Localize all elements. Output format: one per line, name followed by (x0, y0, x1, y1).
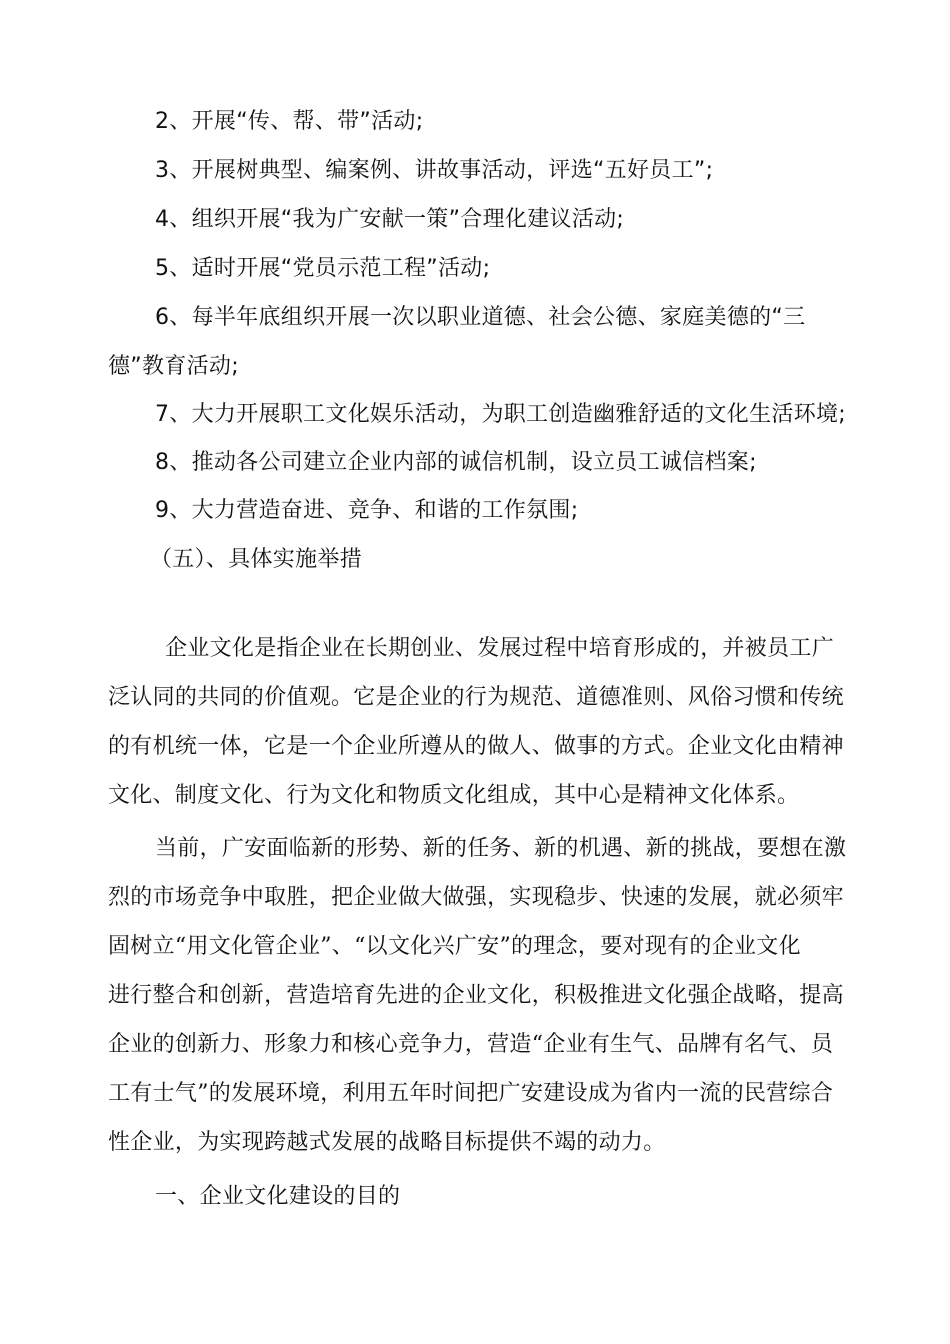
chapter-heading: 一、企业文化建设的目的 (155, 1184, 401, 1209)
paragraph-1-line: 泛认同的共同的价值观。它是企业的行为规范、道德准则、风俗习惯和传统 (108, 685, 844, 710)
paragraph-1-line: 企业文化是指企业在长期创业、发展过程中培育形成的，并被员工广 (165, 636, 835, 661)
paragraph-2-line: 工有士气”的发展环境，利用五年时间把广安建设成为省内一流的民营综合 (108, 1081, 834, 1106)
paragraph-2-line: 固树立“用文化管企业”、“以文化兴广安”的理念，要对现有的企业文化 (108, 934, 801, 959)
list-item-5: 5、适时开展“党员示范工程”活动; (155, 256, 491, 281)
list-item-6: 6、每半年底组织开展一次以职业道德、社会公德、家庭美德的“三 (155, 305, 806, 330)
paragraph-2-line: 性企业，为实现跨越式发展的战略目标提供不竭的动力。 (108, 1130, 666, 1155)
paragraph-2-line: 烈的市场竞争中取胜，把企业做大做强，实现稳步、快速的发展，就必须牢 (108, 885, 844, 910)
paragraph-2-line: 当前，广安面临新的形势、新的任务、新的机遇、新的挑战，要想在激 (155, 836, 847, 861)
list-item-9: 9、大力营造奋进、竞争、和谐的工作氛围; (155, 498, 579, 523)
paragraph-2-line: 企业的创新力、形象力和核心竞争力，营造“企业有生气、品牌有名气、员 (108, 1032, 834, 1057)
list-item-6-continuation: 德”教育活动; (108, 354, 239, 379)
paragraph-1-line: 文化、制度文化、行为文化和物质文化组成，其中心是精神文化体系。 (108, 783, 800, 808)
paragraph-2-line: 进行整合和创新，营造培育先进的企业文化，积极推进文化强企战略，提高 (108, 983, 844, 1008)
list-item-4: 4、组织开展“我为广安献一策”合理化建议活动; (155, 207, 625, 232)
paragraph-1-line: 的有机统一体，它是一个企业所遵从的做人、做事的方式。企业文化由精神 (108, 734, 844, 759)
list-item-7: 7、大力开展职工文化娱乐活动，为职工创造幽雅舒适的文化生活环境; (155, 402, 847, 427)
list-item-2: 2、开展“传、帮、带”活动; (155, 109, 424, 134)
section-heading: （五）、具体实施举措 (150, 547, 363, 572)
list-item-3: 3、开展树典型、编案例、讲故事活动，评选“五好员工”; (155, 158, 714, 183)
list-item-8: 8、推动各公司建立企业内部的诚信机制，设立员工诚信档案; (155, 450, 757, 475)
